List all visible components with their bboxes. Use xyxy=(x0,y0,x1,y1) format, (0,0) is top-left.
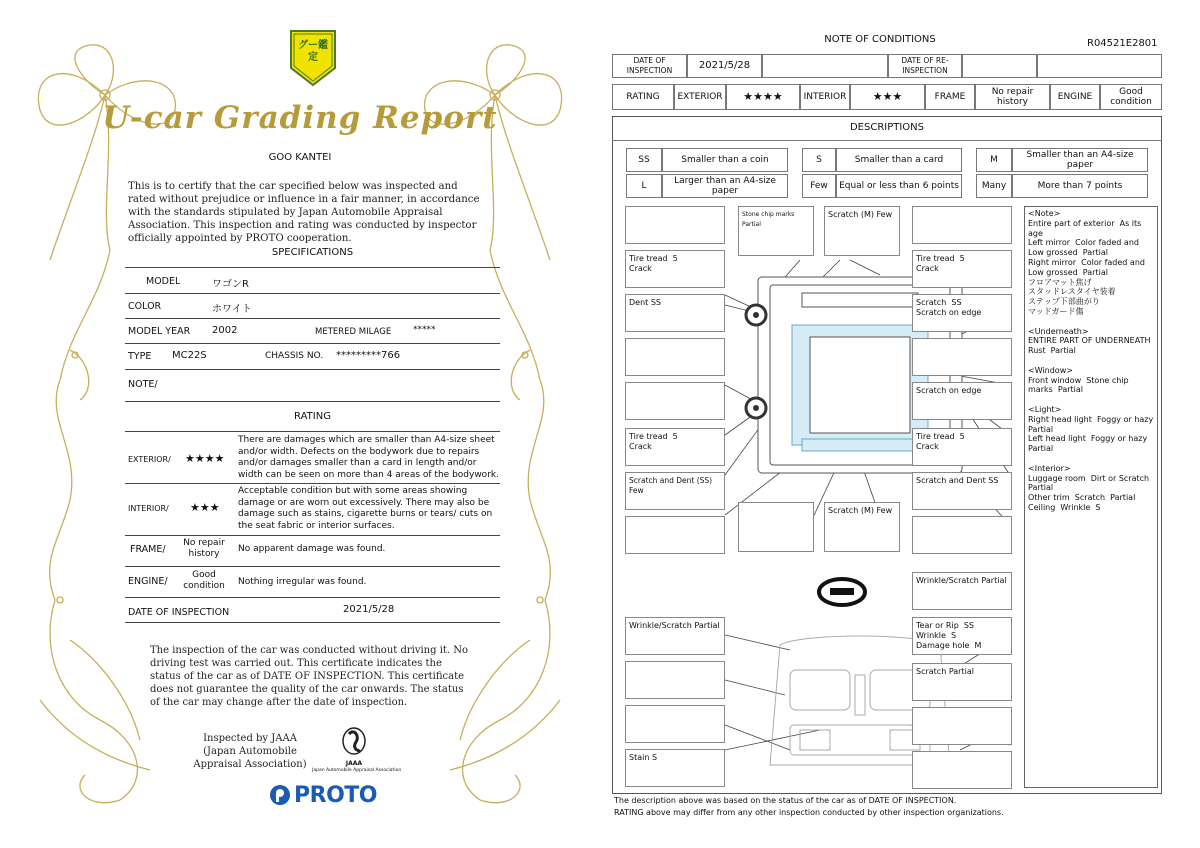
damage-box-tire-left-rear: Tire tread 5 Crack xyxy=(625,428,725,466)
legend-l-desc: Larger than an A4-size paper xyxy=(662,174,788,198)
note-of-conditions-sheet xyxy=(600,0,1200,848)
exterior-header: EXTERIOR xyxy=(674,84,726,110)
date-of-inspection-label: DATE OF INSPECTION xyxy=(128,607,230,618)
chassis-value: *********766 xyxy=(336,350,401,361)
note-line: <Window> xyxy=(1028,365,1073,375)
damage-box-scratch-top: Scratch (M) Few xyxy=(824,206,900,256)
damage-box-scratch-partial: Scratch Partial xyxy=(912,663,1012,701)
footer-note-1: The description above was based on the status of the car as of DATE OF INSPECTION. xyxy=(614,796,957,805)
interior-stars-cell: ★★★ xyxy=(850,84,925,110)
note-line: フロアマット焦げ xyxy=(1028,277,1092,287)
date-of-inspection-header: DATE OF INSPECTION xyxy=(612,54,687,78)
frame-label: FRAME/ xyxy=(130,544,166,555)
goo-kantei-badge xyxy=(288,28,338,88)
note-line xyxy=(1028,395,1154,405)
engine-label: ENGINE/ xyxy=(128,576,168,587)
jaaa-logo-icon xyxy=(340,726,368,760)
note-line: ENTIRE PART OF UNDERNEATH Rust Partial xyxy=(1028,336,1156,356)
legend-s-desc: Smaller than a card xyxy=(836,148,962,172)
chassis-label: CHASSIS NO. xyxy=(265,351,324,361)
proto-logo-icon xyxy=(268,783,292,807)
note-line xyxy=(1028,454,1154,464)
damage-box-scratch-bottom: Scratch (M) Few xyxy=(824,502,900,552)
damage-box-tire-left-front: Tire tread 5 Crack xyxy=(625,250,725,288)
damage-box-tire-right-front: Tire tread 5 Crack xyxy=(912,250,1012,288)
note-line: Left mirror Color faded and Low grossed Partial xyxy=(1028,238,1142,258)
legend-few-desc: Equal or less than 6 points xyxy=(836,174,962,198)
legend-ss-desc: Smaller than a coin xyxy=(662,148,788,172)
damage-box xyxy=(625,338,725,376)
damage-box-tear: Tear or Rip SS Wrinkle S Damage hole M xyxy=(912,617,1012,655)
engine-value: Good condition xyxy=(183,570,225,591)
damage-box xyxy=(912,338,1012,376)
damage-box xyxy=(625,661,725,699)
mileage-label: METERED MILAGE xyxy=(315,327,392,337)
color-label: COLOR xyxy=(128,301,162,312)
inspected-by-text: Inspected by JAAA (Japan Automobile Appraisal Association) xyxy=(193,733,307,770)
note-line: Front window Stone chip marks Partial xyxy=(1028,375,1132,395)
model-year-label: MODEL YEAR xyxy=(128,326,191,337)
inspection-footer-text: The inspection of the car was conducted without driving it. No driving test was carried out. This certificate indicates the status of the car as of DATE OF INSPECTION. This certificate does not guarantee the quality of the car onwards. The status of the car may change after the date of inspection. xyxy=(150,645,469,708)
proto-logo-text: PROTO xyxy=(294,783,377,808)
jaaa-logo-text: JAAA xyxy=(345,760,363,767)
date-of-inspection-value: 2021/5/28 xyxy=(343,604,395,615)
report-subtitle: GOO KANTEI xyxy=(268,152,332,163)
color-value: ホワイト xyxy=(212,304,252,315)
note-line: Luggage room Dirt or Scratch Partial xyxy=(1028,473,1155,493)
certification-text: This is to certify that the car specified below was inspected and rated without prejudice or influence in a fair manner, in accordance with the standards stipulated by Japan Automobile Appraisal Association. This inspection and rating was conducted by inspector officially appointed by PROTO cooperation. xyxy=(128,181,480,244)
damage-box xyxy=(738,502,814,552)
note-line: マッドガード傷 xyxy=(1028,306,1084,316)
report-title: U-car Grading Report xyxy=(102,100,498,136)
note-line: Ceiling Wrinkle S xyxy=(1028,502,1101,512)
damage-box-dent: Dent SS xyxy=(625,294,725,332)
conditions-heading: NOTE OF CONDITIONS xyxy=(824,34,936,45)
jaaa-full-name: Japan Automobile Appraisal Association xyxy=(312,768,402,773)
legend-few: Few xyxy=(802,174,836,198)
divider xyxy=(125,267,500,268)
legend-s: S xyxy=(802,148,836,172)
notes-panel xyxy=(1024,206,1158,788)
type-value: MC22S xyxy=(172,350,207,361)
exterior-label: EXTERIOR/ xyxy=(128,455,171,464)
footer-note-2: RATING above may differ from any other inspection conducted by other inspection organizations. xyxy=(614,808,1004,817)
damage-box xyxy=(912,516,1012,554)
frame-description: No apparent damage was found. xyxy=(238,544,386,554)
model-value: ワゴンR xyxy=(212,279,249,290)
note-line: <Light> xyxy=(1028,404,1062,414)
note-line: Other trim Scratch Partial xyxy=(1028,493,1136,503)
legend-ss: SS xyxy=(626,148,662,172)
exterior-description: There are damages which are smaller than A4-size sheet and/or width. Defects on the bodywork due to repairs and/or damages smaller than a card in length and/or width can be seen on more than 4 areas of the bodywork. xyxy=(238,435,499,480)
date-of-reinspection-header: DATE OF RE-INSPECTION xyxy=(888,54,962,78)
exterior-stars-cell: ★★★★ xyxy=(726,84,800,110)
legend-m-desc: Smaller than an A4-size paper xyxy=(1012,148,1148,172)
damage-box xyxy=(625,705,725,743)
note-line: スタッドレスタイヤ装着 xyxy=(1028,287,1116,297)
interior-header: INTERIOR xyxy=(800,84,850,110)
legend-l: L xyxy=(626,174,662,198)
damage-box-scratch-edge: Scratch on edge xyxy=(912,382,1012,420)
report-number: R04521E2801 xyxy=(1087,38,1158,49)
damage-box xyxy=(912,206,1012,244)
interior-description: Acceptable condition but with some areas showing damage or are worn out excessively. There may also be damage such as stains, cigarette burns or tears/ cuts on the seat fabric or interior surfaces. xyxy=(238,486,493,531)
engine-header: ENGINE xyxy=(1050,84,1100,110)
interior-label: INTERIOR/ xyxy=(128,504,169,513)
mileage-value: ***** xyxy=(413,325,436,335)
damage-box xyxy=(912,751,1012,789)
frame-header: FRAME xyxy=(925,84,975,110)
legend-many: Many xyxy=(976,174,1012,198)
type-label: TYPE xyxy=(128,351,152,362)
note-line: Entire part of exterior As its age xyxy=(1028,218,1144,238)
badge-text: グー鑑定 xyxy=(298,40,328,63)
note-line: <Interior> xyxy=(1028,463,1071,473)
damage-box-tire-right-rear: Tire tread 5 Crack xyxy=(912,428,1012,466)
model-year-value: 2002 xyxy=(212,325,238,336)
note-line xyxy=(1028,317,1154,327)
damage-box xyxy=(625,382,725,420)
damage-box xyxy=(625,516,725,554)
descriptions-heading: DESCRIPTIONS xyxy=(849,122,925,133)
damage-box xyxy=(912,707,1012,745)
note-line: Left head light Foggy or hazy Partial xyxy=(1028,434,1153,454)
engine-cell: Good condition xyxy=(1100,84,1162,110)
damage-box-stone-chip: Stone chip marks Partial xyxy=(738,206,814,256)
frame-value: No repair history xyxy=(183,538,225,559)
note-line: Right head light Foggy or hazy Partial xyxy=(1028,414,1159,434)
date-of-inspection-cell: 2021/5/28 xyxy=(687,54,762,78)
note-line: Right mirror Color faded and Low grossed Partial xyxy=(1028,257,1148,277)
note-line: <Note> xyxy=(1028,209,1061,218)
note-label: NOTE/ xyxy=(128,379,158,390)
rating-header: RATING xyxy=(612,84,674,110)
legend-m: M xyxy=(976,148,1012,172)
damage-box-scratch-ss: Scratch SS Scratch on edge xyxy=(912,294,1012,332)
damage-box-scratch-dent-few: Scratch and Dent (SS) Few xyxy=(625,472,725,510)
frame-cell: No repair history xyxy=(975,84,1050,110)
note-line: <Underneath> xyxy=(1028,326,1089,336)
damage-box-stain: Stain S xyxy=(625,749,725,787)
damage-box-scratch-dent-ss: Scratch and Dent SS xyxy=(912,472,1012,510)
interior-stars: ★★★ xyxy=(190,501,220,514)
model-label: MODEL xyxy=(146,276,181,287)
exterior-stars: ★★★★ xyxy=(185,452,225,465)
specifications-heading: SPECIFICATIONS xyxy=(271,247,354,258)
damage-box-wrinkle-steering: Wrinkle/Scratch Partial xyxy=(912,572,1012,610)
damage-box-wrinkle-left: Wrinkle/Scratch Partial xyxy=(625,617,725,655)
rating-heading: RATING xyxy=(294,411,331,422)
note-line: ステップ下部曲がり xyxy=(1028,297,1100,307)
engine-description: Nothing irregular was found. xyxy=(238,577,367,587)
legend-many-desc: More than 7 points xyxy=(1012,174,1148,198)
note-line xyxy=(1028,356,1154,366)
damage-box xyxy=(625,206,725,244)
